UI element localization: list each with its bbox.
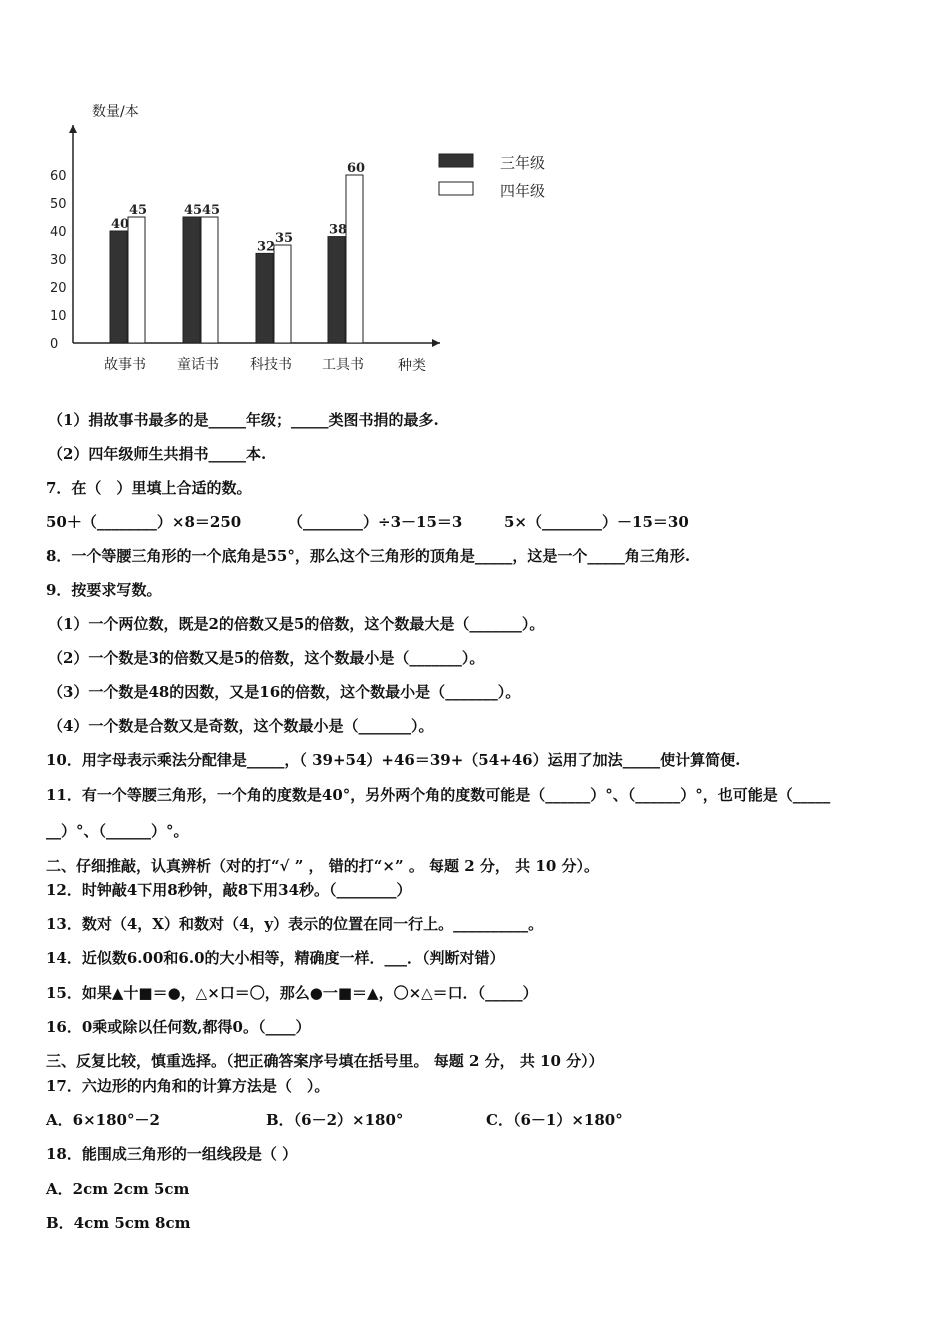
bar bbox=[201, 217, 218, 343]
book-donation-bar-chart bbox=[40, 90, 580, 390]
y-tick-label: 10 bbox=[50, 309, 67, 324]
y-tick-label: 0 bbox=[50, 337, 59, 352]
question-9-1: （1）一个两位数，既是2的倍数又是5的倍数，这个数最大是（_______）。 bbox=[48, 615, 545, 633]
bar bbox=[256, 253, 273, 343]
legend-swatch bbox=[439, 154, 473, 167]
bar-value-label: 40 bbox=[111, 217, 130, 232]
question-7: 7．在（ ）里填上合适的数。 bbox=[46, 479, 252, 497]
y-tick-label: 60 bbox=[50, 169, 67, 184]
question-15: 15．如果▲十■＝●，△×口＝〇，那么●一■＝▲，〇×△＝口．（_____） bbox=[46, 984, 538, 1002]
bar-value-label: 45 bbox=[184, 203, 203, 218]
bar bbox=[128, 217, 145, 343]
question-17-option-b: B．（6－2）×180° bbox=[266, 1111, 404, 1129]
question-12: 12．时钟敲4下用8秒钟，敲8下用34秒。（________） bbox=[46, 881, 412, 899]
category-label: 工具书 bbox=[322, 357, 364, 373]
question-7-item-c: 5×（________）－15＝30 bbox=[504, 513, 689, 531]
bar bbox=[110, 231, 127, 343]
chart-bars bbox=[110, 175, 363, 343]
legend-swatch bbox=[439, 182, 473, 195]
question-11-line1: 11．有一个等腰三角形，一个角的度数是40°，另外两个角的度数可能是（______）°、（______）°，也可能是（_____ bbox=[46, 786, 831, 804]
legend-label: 四年级 bbox=[500, 182, 546, 200]
question-9-3: （3）一个数是48的因数，又是16的倍数，这个数最小是（_______）。 bbox=[48, 683, 521, 701]
question-10: 10．用字母表示乘法分配律是_____，（ 39+54）+46＝39+（54+46）运用了加法_____使计算简便. bbox=[46, 751, 741, 769]
question-a1: （1）捐故事书最多的是_____年级；_____类图书捐的最多. bbox=[48, 411, 439, 429]
category-label: 故事书 bbox=[104, 357, 146, 373]
bar-value-label: 45 bbox=[129, 203, 148, 218]
question-9: 9．按要求写数。 bbox=[46, 581, 162, 599]
x-axis-label: 种类 bbox=[398, 358, 426, 374]
question-17: 17．六边形的内角和的计算方法是（ ）。 bbox=[46, 1077, 330, 1095]
y-tick-label: 50 bbox=[50, 197, 67, 212]
y-axis-label: 数量/本 bbox=[92, 104, 139, 120]
question-17-option-a: A．6×180°－2 bbox=[46, 1111, 160, 1129]
bar-value-label: 32 bbox=[257, 239, 276, 255]
bar-value-label: 38 bbox=[329, 222, 348, 238]
question-18-option-a: A．2cm 2cm 5cm bbox=[46, 1180, 190, 1198]
chart-labels bbox=[50, 103, 426, 374]
bar bbox=[328, 237, 345, 343]
question-14: 14．近似数6.00和6.0的大小相等，精确度一样．___．（判断对错） bbox=[46, 949, 505, 967]
y-tick-label: 30 bbox=[50, 253, 67, 268]
question-9-2: （2）一个数是3的倍数又是5的倍数，这个数最小是（_______）。 bbox=[48, 649, 485, 667]
question-8: 8．一个等腰三角形的一个底角是55°，那么这个三角形的顶角是_____，这是一个_____角三角形. bbox=[46, 547, 691, 565]
y-tick-label: 20 bbox=[50, 281, 67, 296]
section-3-heading: 三、反复比较，慎重选择。（把正确答案序号填在括号里。 每题 2 分， 共 10 分）） bbox=[46, 1052, 604, 1070]
question-13: 13．数对（4，X）和数对（4，y）表示的位置在同一行上。__________。 bbox=[46, 915, 544, 933]
y-tick-label: 40 bbox=[50, 225, 67, 240]
bar bbox=[346, 175, 363, 343]
question-17-option-c: C．（6－1）×180° bbox=[486, 1111, 623, 1129]
category-label: 科技书 bbox=[250, 357, 292, 373]
x-axis-arrow-icon bbox=[432, 339, 440, 347]
bar-value-label: 45 bbox=[202, 203, 221, 218]
chart-legend bbox=[439, 154, 545, 200]
question-18-option-b: B．4cm 5cm 8cm bbox=[46, 1214, 191, 1232]
question-a2: （2）四年级师生共捐书_____本. bbox=[48, 445, 267, 463]
y-axis-arrow-icon bbox=[69, 125, 77, 133]
section-2-heading: 二、仔细推敲，认真辨析（对的打“√ ” ， 错的打“×” 。 每题 2 分， 共 10 分）。 bbox=[46, 857, 599, 875]
question-11-line2: __）°、（______）°。 bbox=[46, 822, 189, 840]
question-7-item-a: 50＋（________）×8＝250 bbox=[46, 513, 242, 531]
question-9-4: （4）一个数是合数又是奇数，这个数最小是（_______）。 bbox=[48, 717, 434, 735]
category-label: 童话书 bbox=[177, 357, 219, 373]
question-18: 18．能围成三角形的一组线段是（ ） bbox=[46, 1145, 298, 1163]
bar bbox=[274, 245, 291, 343]
legend-label: 三年级 bbox=[500, 154, 546, 172]
question-7-item-b: （________）÷3－15＝3 bbox=[288, 513, 463, 531]
question-16: 16．0乘或除以任何数,都得0。（____） bbox=[46, 1018, 311, 1036]
bar-value-label: 60 bbox=[347, 161, 366, 176]
bar-value-label: 35 bbox=[275, 231, 294, 246]
bar bbox=[183, 217, 200, 343]
